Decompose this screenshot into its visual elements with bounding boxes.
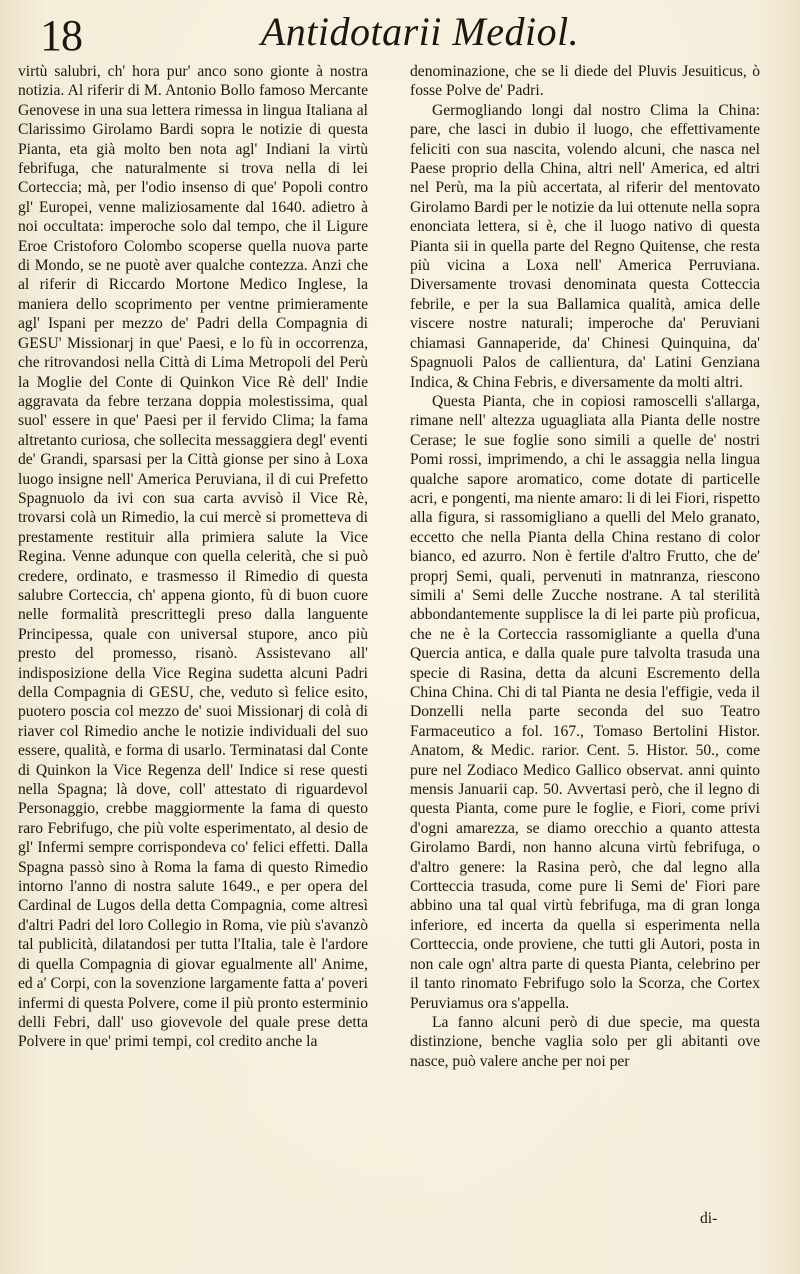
page-number: 18 (40, 11, 82, 60)
right-column (410, 62, 760, 1262)
catchword: di- (700, 1210, 718, 1227)
paragraph: Questa Pianta, che in copiosi ramoscelli s'allarga, rimane nell' altezza uguagliata alla Pianta delle nostre Cerase; le sue foglie sono simili a quelle de' nostri Pomi rossi, imprimendo, a chi le assaggia nella lingua qualche sapore aromatico, come dotate di particelle acri, e pongenti, ma niente amaro: li di lei Fiori, rispetto alla figura, si rassomigliano a quelli del Melo granato, eccetto che nella Pianta della China restano di color bianco, ed azurro. Non è fertile d'altro Frutto, che de' proprj Semi, quali, pervenuti in matnranza, riescono simili a' Semi delle Zucche nostrane. A tal sterilità abbondantemente supplisce la di lei parte più proficua, che ne è la Corteccia rassomigliante a quella d'una Quercia antica, e dalla quale pure talvolta trasuda una specie di Rasina, detta da alcuni Escremento della China China. Chi di tal Pianta ne desia l'effigie, veda il Donzelli nella parte seconda del suo Teatro Farmaceutico a fol. 167., Tomaso Bertolini Histor. Anatom, & Medic. rarior. Cent. 5. Histor. 50., come pure nel Zodiaco Medico Gallico observat. anni quinto mensis Januarii cap. 50. Avvertasi però, che il legno di questa Pianta, come pure le foglie, e Fiori, come privi d'ogni amarezza, se diamo orecchio a quanto attesta Girolamo Bardi, non hanno alcuna virtù febrifuga, o d'altro genere: la Rasina però, che dal legno alla Cortteccia trasuda, come pure li Semi de' Fiori pare abbino una tal qual virtù febrifuga, ma di gran longa inferiore, ed incerta da quella si esperimenta nella Cortteccia, onde proviene, che tutti gli Autori, posta in non cale ogn' altra parte di questa Pianta, celebrino per il tanto rinomato Febrifugo solo la Scorza, che Cortex Peruviamus ora s'appella. (410, 392, 760, 1012)
page-header (40, 6, 780, 60)
paragraph: La fanno alcuni però di due specie, ma questa distinzione, benche vaglia solo per gli abitanti ove nasce, può valere anche per noi per (410, 1013, 760, 1070)
left-column (18, 62, 368, 1262)
paragraph: denominazione, che se li diede del Pluvis Jesuiticus, ò fosse Polve de' Padri. (410, 63, 760, 100)
paragraph: virtù salubri, ch' hora pur' anco sono gionte à nostra notizia. Al riferir di M. Antonio Bollo famoso Mercante Genovese in una sua lettera rimessa in lingua Italiana al Clarissimo Girolamo Bardi sopra le notizie di questa Pianta, eta già molto ben nota agl' Indiani la virtù febrifuga, che naturalmente si trova nella di lei Corteccia; mà, per l'odio insenso di que' Popoli contro gl' Europei, venne maliziosamente dal 1640. adietro à noi occultata: imperoche solo dal tempo, che il Ligure Eroe Cristoforo Colombo scoperse quella nuova parte di Mondo, se ne puotè aver qualche contezza. Anzi che al riferir di Riccardo Mortone Medico Inglese, la maniera dello scoprimento per ventne primieramente agl' Ispani per mezzo de' Padri della Compagnia di GESU' Missionarj in que' Paesi, e lo fù in occorrenza, che ritrovandosi nella Città di Lima Metropoli del Perù la Moglie del Conte di Quinkon Vice Rè dell' Indie aggravata da febre terzana doppia molestissima, qual suol' essere in que' Paesi per il fervido Clima; la fama altretanto curiosa, che sollecita messaggiera degl' eventi de' Grandi, sparsasi per la Città gionse per sino à Loxa luogo insigne nell' America Peruviana, il di cui Prefetto Spagnuolo da ivi con sua carta avvisò il Vice Rè, trovarsi colà un Rimedio, la cui mercè si prometteva di prestamente restituir alla primiera salute la Vice Regina. Venne adunque con quella celerità, che si può credere, ordinato, e trasmesso il Rimedio di questa salubre Corteccia, ch' appena gionto, fù di buon cuore nelle formalità prescrittegli preso dalla languente Principessa, quale con universal stupore, anco più presto del promesso, risanò. Assistevano all' indisposizione della Vice Regina sudetta alcuni Padri della Compagnia di GESU, che, veduto sì felice esito, puotero poscia col mezzo de' suoi Missionarj di colà di riaver col Rimedio anche le notizie individuali del suo essere, qualità, e forma di usarlo. Terminatasi dal Conte di Quinkon la Vice Regenza dell' Indice si rese questi nella Spagna; là dove, coll' attestato di riguardevol Personaggio, crebbe maggiormente la fama di questo raro Febrifugo, che più volte esperimentato, al desio de gl' Infermi sempre corrispondeva co' felici effetti. Dalla Spagna passò sino à Roma la fama di questo Rimedio intorno l'anno di nostra salute 1649., e per opera del Cardinal de Lugos della detta Compagnia, come altresì d'altri Padri del loro Collegio in Roma, vie più s'avanzò tal publicità, dilatandosi per tutta l'Italia, tale è l'ardore di quella Compagnia di giovar egualmente all' Anime, ed a' Corpi, con la sovenzione largamente fatta a' poveri infermi di questa Polvere, come il più pronto esterminio delli Febri, dall' uso giovevole del quale prese detta Polvere in que' primi tempi, col credito anche la (18, 63, 368, 1051)
paragraph: Germogliando longi dal nostro Clima la China: pare, che lasci in dubio il luogo, che effettivamente feliciti con sua nascita, volendo alcuni, che nasca nel Paese proprio della China, altri nell' America, ed altri nel Perù, ma la più accertata, al riferir del mentovato Girolamo Bardi per le notizie da lui ottenute nella sopra enonciata lettera, si è, che il luogo nativo di questa Pianta sii in quella parte del Regno Quitense, che resta più vicina a Loxa nell' America Perruviana. Diversamente trovasi denominata questa Cotteccia febrile, e per la sua Ballamica qualità, amica delle viscere nostre naturali; imperoche da' Peruviani chiamasi Gannaperide, da' Chinesi Quinquina, da' Spagnuoli Palos de callientura, da' Latini Genziana Indica, & China Febris, e diversamente da molti altri. (410, 101, 760, 391)
running-title: Antidotarii Mediol. (260, 9, 580, 54)
